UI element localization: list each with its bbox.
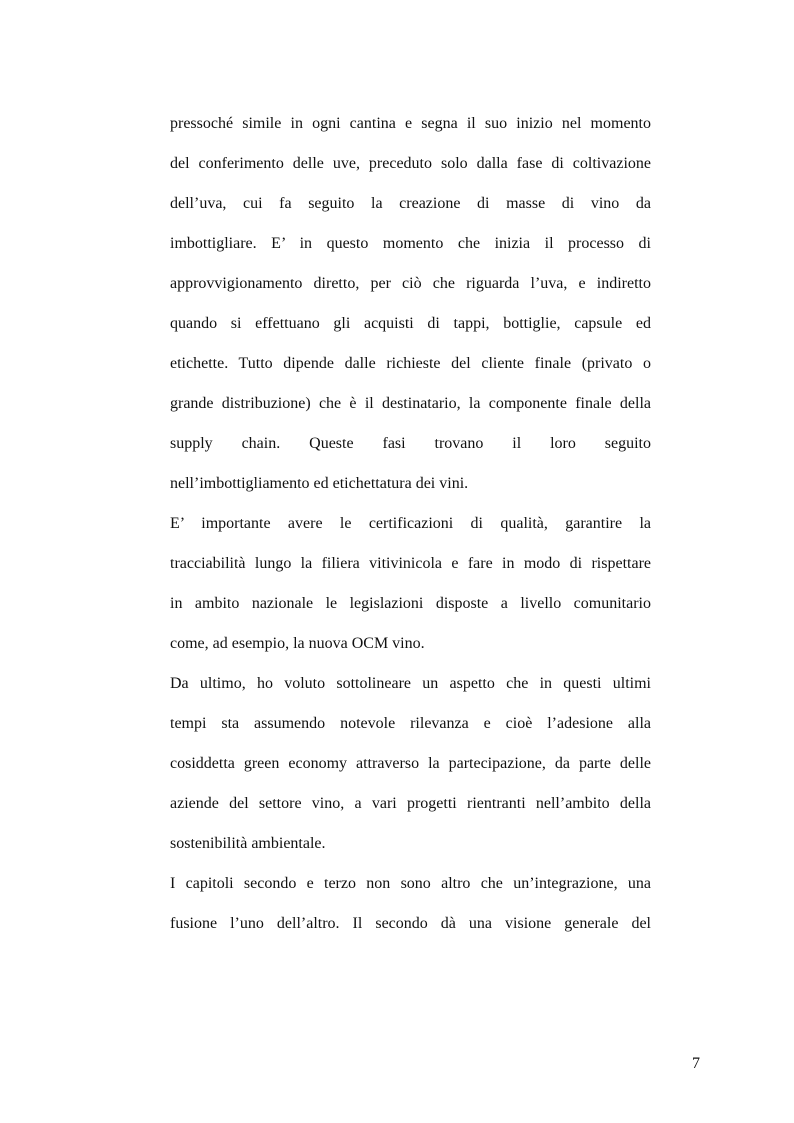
text-line: cosiddetta green economy attraverso la partecipazione, da parte delle	[170, 755, 651, 772]
text-line: grande distribuzione) che è il destinatario, la componente finale della	[170, 395, 651, 412]
body-text	[170, 108, 651, 948]
text-line: come, ad esempio, la nuova OCM vino.	[170, 635, 425, 652]
page-number: 7	[692, 1055, 700, 1072]
text-line: supply chain. Queste fasi trovano il loro seguito	[170, 435, 651, 452]
text-line: etichette. Tutto dipende dalle richieste del cliente finale (privato o	[170, 355, 651, 372]
text-line: dell’uva, cui fa seguito la creazione di masse di vino da	[170, 195, 651, 212]
text-line: nell’imbottigliamento ed etichettatura dei vini.	[170, 475, 469, 492]
text-line: E’ importante avere le certificazioni di qualità, garantire la	[170, 515, 651, 532]
text-line: Da ultimo, ho voluto sottolineare un aspetto che in questi ultimi	[170, 675, 651, 692]
text-line: imbottigliare. E’ in questo momento che inizia il processo di	[170, 235, 651, 252]
text-line: tracciabilità lungo la filiera vitivinicola e fare in modo di rispettare	[170, 555, 651, 572]
text-line: tempi sta assumendo notevole rilevanza e cioè l’adesione alla	[170, 715, 651, 732]
text-line: del conferimento delle uve, preceduto solo dalla fase di coltivazione	[170, 155, 651, 172]
text-line: pressoché simile in ogni cantina e segna il suo inizio nel momento	[170, 115, 651, 132]
text-line: aziende del settore vino, a vari progetti rientranti nell’ambito della	[170, 795, 651, 812]
text-line: in ambito nazionale le legislazioni disposte a livello comunitario	[170, 595, 651, 612]
text-line: sostenibilità ambientale.	[170, 835, 326, 852]
text-line: quando si effettuano gli acquisti di tappi, bottiglie, capsule ed	[170, 315, 651, 332]
text-line: approvvigionamento diretto, per ciò che riguarda l’uva, e indiretto	[170, 275, 651, 292]
text-line: fusione l’uno dell’altro. Il secondo dà una visione generale del	[170, 915, 651, 932]
text-line: I capitoli secondo e terzo non sono altro che un’integrazione, una	[170, 875, 651, 892]
